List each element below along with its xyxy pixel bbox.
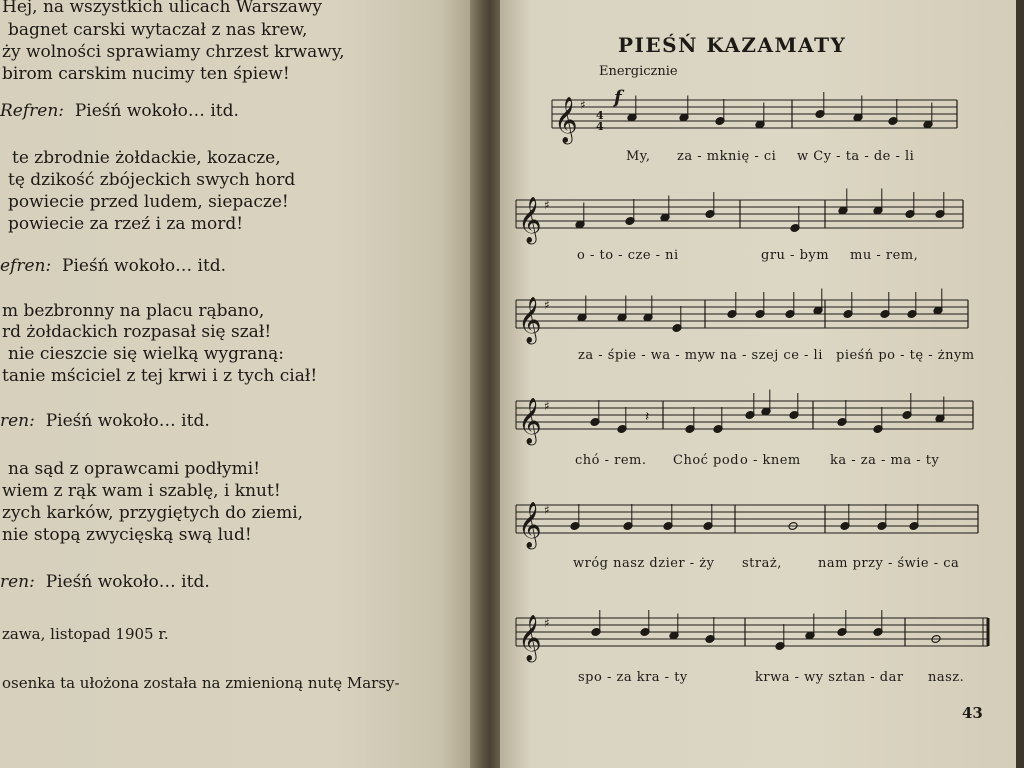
sharp-icon: ♯ [544, 616, 550, 630]
lyric-segment: krwa - wy sztan - dar [755, 670, 904, 685]
poem-line: powiecie za rzeź i za mord! [8, 214, 244, 234]
poem-line: wiem z rąk wam i szablę, i knut! [2, 481, 281, 501]
lyric-segment: nasz. [928, 670, 965, 685]
poem-line: rd żołdackich rozpasał się szał! [2, 322, 272, 342]
stave [516, 197, 963, 245]
lyric-segment: o - knem [740, 453, 801, 468]
lyric-segment: mu - rem, [850, 248, 919, 263]
lyric-segment: straż, [742, 556, 782, 571]
date-line: zawa, listopad 1905 r. [2, 625, 169, 643]
time-signature-top: 4 [596, 109, 604, 122]
lyric-segment: Choć pod [673, 453, 740, 468]
sharp-icon: ♯ [544, 503, 550, 517]
lyric-segment: pieśń po - tę - żnym [836, 348, 975, 363]
treble-clef-icon: 𝄞 [518, 615, 542, 661]
lyric-segment: w na - szej ce - li [704, 348, 823, 363]
note-line: osenka ta ułożona została na zmienioną nutę Marsy- [2, 674, 400, 692]
poem-line: nie stopą zwycięską swą lud! [2, 525, 252, 545]
tempo-marking: Energicznie [599, 64, 678, 79]
refrain-label: efren: [0, 256, 52, 276]
treble-clef-icon: 𝄞 [554, 97, 578, 143]
lyric-segment: wróg nasz dzier - ży [573, 556, 715, 571]
dynamic-marking: f [614, 87, 622, 108]
stave [516, 615, 988, 663]
song-title: PIEŚŃ KAZAMATY [618, 33, 847, 57]
lyric-segment: w Cy - ta - de - li [797, 149, 915, 164]
lyric-segment: nam przy - świe - ca [818, 556, 960, 571]
poem-line: Hej, na wszystkich ulicach Warszawy [2, 0, 323, 17]
lyric-segment: o - to - cze - ni [577, 248, 679, 263]
refrain-text: Pieśń wokoło… itd. [74, 101, 239, 121]
refrain-label: Refren: [0, 101, 65, 121]
staves [516, 97, 988, 663]
lyric-segment: ka - za - ma - ty [830, 453, 940, 468]
sharp-icon: ♯ [580, 98, 586, 112]
time-signature-bottom: 4 [596, 120, 604, 133]
poem-line: nie cieszcie się wielką wygraną: [8, 344, 285, 364]
refrain-text: Pieśń wokoło… itd. [62, 256, 227, 276]
refrain-text: Pieśń wokoło… itd. [45, 411, 210, 431]
refrain-text: Pieśń wokoło… itd. [45, 572, 210, 592]
poem-line: tę dzikość zbójeckich swych hord [8, 170, 296, 190]
stave [516, 297, 968, 345]
poem-line: m bezbronny na placu rąbano, [2, 301, 265, 321]
sharp-icon: ♯ [544, 399, 550, 413]
poem-line: bagnet carski wytaczał z nas krew, [8, 20, 308, 40]
lyric-segment: za - śpie - wa - my [578, 348, 706, 363]
lyric-segment: za - mknię - ci [677, 149, 777, 164]
sharp-icon: ♯ [544, 298, 550, 312]
lyric-segment: My, [626, 149, 651, 164]
poem-line: birom carskim nucimy ten śpiew! [2, 64, 290, 84]
stave [516, 398, 973, 446]
treble-clef-icon: 𝄞 [518, 197, 542, 243]
poem-line: te zbrodnie żołdackie, kozacze, [12, 148, 281, 168]
treble-clef-icon: 𝄞 [518, 398, 542, 444]
page-number: 43 [962, 704, 983, 722]
treble-clef-icon: 𝄞 [518, 297, 542, 343]
stave [516, 502, 978, 550]
lyric-segment: spo - za kra - ty [578, 670, 688, 685]
lyric-segment: chó - rem. [575, 453, 647, 468]
refrain-label: ren: [0, 572, 35, 592]
poem-line: ży wolności sprawiamy chrzest krwawy, [2, 42, 345, 62]
poem-line: na sąd z oprawcami podłymi! [8, 459, 261, 479]
refrain-label: ren: [0, 411, 35, 431]
lyric-segment: gru - bym [761, 248, 830, 263]
poem-line: powiecie przed ludem, siepacze! [8, 192, 289, 212]
treble-clef-icon: 𝄞 [518, 502, 542, 548]
poem-line: zych karków, przygiętych do ziemi, [2, 503, 304, 523]
sharp-icon: ♯ [544, 198, 550, 212]
rest-icon: 𝄽 [645, 409, 650, 425]
poem-line: tanie mściciel z tej krwi i z tych ciał! [2, 366, 318, 386]
